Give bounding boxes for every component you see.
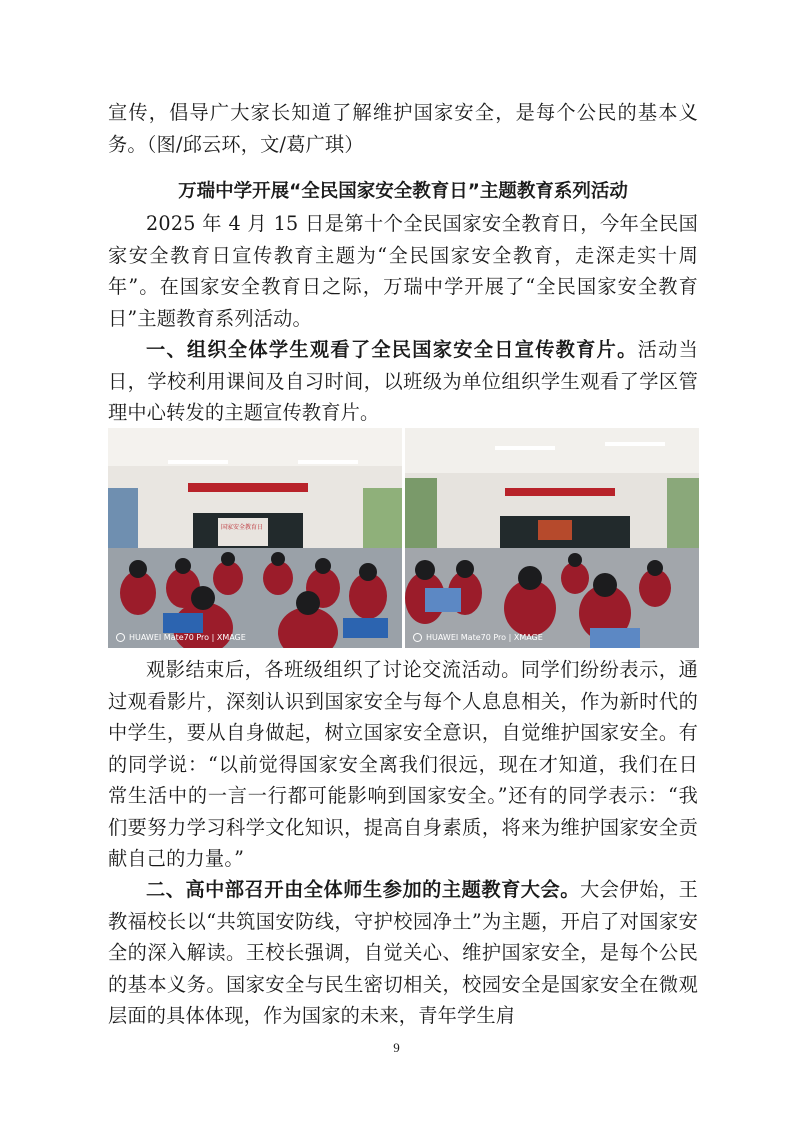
camera-watermark-left: HUAWEI Mate70 Pro | XMAGE bbox=[116, 633, 246, 642]
paragraph-discussion: 观影结束后，各班级组织了讨论交流活动。同学们纷纷表示，通过观看影片，深刻认识到国家安全与每个人息息相关，作为新时代的中学生，要从自身做起，树立国家安全意识，自觉维护国家安全。有的同学说：“以前觉得国家安全离我们很远，现在才知道，我们在日常生活中的一言一行都可能影响到国家安全。”还有的同学表示：“我们要努力学习科学文化知识，提高自身素质，将来为维护国家安全贡献自己的力量。” bbox=[108, 658, 698, 870]
section-one-lead: 一、组织全体学生观看了全民国家安全日宣传教育片。 bbox=[146, 338, 638, 361]
section-one-text: 活动当日，学校利用课间及自习时间，以班级为单位组织学生观看了学区管理中心转发的主题宣传教育片。 bbox=[108, 338, 698, 424]
section-two-text: 大会伊始，王教福校长以“共筑国安防线，守护校园净土”为主题，开启了对国家安全的深入解读。王校长强调，自觉关心、维护国家安全，是每个公民的基本义务。国家安全与民生密切相关，校园安全是国家安全在微观层面的具体体现，作为国家的未来，青年学生肩 bbox=[108, 878, 699, 1027]
classroom-photo-left bbox=[108, 428, 402, 648]
classroom-photo-right bbox=[405, 428, 699, 648]
article-heading: 万瑞中学开展“全民国家安全教育日”主题教育系列活动 bbox=[178, 181, 628, 202]
camera-watermark-right: HUAWEI Mate70 Pro | XMAGE bbox=[413, 633, 543, 642]
lens-icon bbox=[116, 633, 125, 642]
screen-text: 国家安全教育日 bbox=[221, 524, 264, 531]
paragraph-intro-continuation: 宣传，倡导广大家长知道了解维护国家安全，是每个公民的基本义务。（图/邱云环，文/葛广琪） bbox=[108, 101, 698, 156]
classroom-scene-left bbox=[108, 428, 402, 648]
paragraph-section-one bbox=[108, 334, 698, 429]
paragraph-background: 2025 年 4 月 15 日是第十个全民国家安全教育日，今年全民国家安全教育日宣传教育主题为“全民国家安全教育，走深走实十周年”。在国家安全教育日之际，万瑞中学开展了“全民国家安全教育日”主题教育系列活动。 bbox=[108, 212, 698, 330]
classroom-scene-right bbox=[405, 428, 699, 648]
lens-icon bbox=[413, 633, 422, 642]
paragraph-section-two bbox=[108, 874, 698, 1032]
photo-row bbox=[108, 428, 699, 648]
page-number: 9 bbox=[393, 1040, 400, 1055]
section-two-lead: 二、高中部召开由全体师生参加的主题教育大会。 bbox=[146, 878, 580, 901]
